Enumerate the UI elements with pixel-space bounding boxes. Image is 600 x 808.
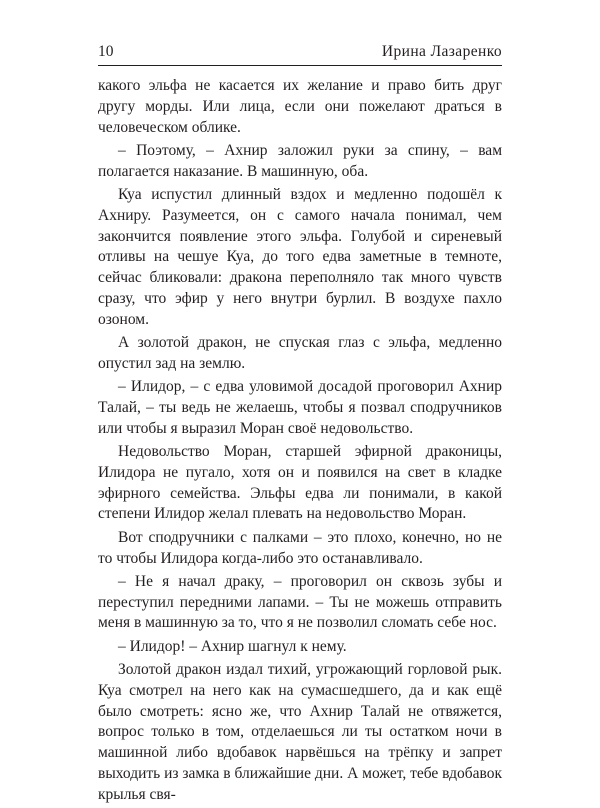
- paragraph: – Илидор! – Ахнир шагнул к нему.: [118, 637, 347, 655]
- paragraph: Недовольство Моран, старшей эфирной драконицы, Илидора не пугало, хотя он и появился на свет в кладке эфирного семейства. Эльфы едва ли понимали, в какой степени Илидор желал плевать на недовольство Моран.: [98, 443, 502, 523]
- page-number: 10: [98, 43, 114, 60]
- text-body: [98, 76, 502, 808]
- paragraph: Вот сподручники с палками – это плохо, конечно, но не то чтобы Илидора когда-либо это останавливало.: [98, 528, 502, 567]
- page-header: [98, 42, 502, 66]
- paragraph: – Не я начал драку, – проговорил он сквозь зубы и переступил передними лапами. – Ты не можешь отправить меня в машинную за то, что я не позволил сломать себе нос.: [98, 572, 502, 632]
- paragraph: какого эльфа не касается их желание и право бить друг другу морды. Или лица, если они пожелают драться в человеческом облике.: [98, 77, 502, 136]
- paragraph: Золотой дракон издал тихий, угрожающий горловой рык. Куа смотрел на него как на сумасшедшего, да и как ещё было смотреть: ясно же, что Ахнир Талай не отвяжется, вопрос только в том, отделаешься ли ты остатком ночи в машинной либо вдобавок нарвёшься на трёпку и запрет выходить из замка в ближайшие дни. А может, тебе вдобавок крылья свя-: [98, 661, 502, 803]
- paragraph: А золотой дракон, не спуская глаз с эльфа, медленно опустил зад на землю.: [98, 334, 502, 372]
- running-head-author: Ирина Лазаренко: [381, 43, 502, 60]
- paragraph: – Илидор, – с едва уловимой досадой проговорил Ахнир Талай, – ты ведь не желаешь, чтобы я позвал сподручников или чтобы я выразил Моран своё недовольство.: [98, 378, 502, 437]
- header-rule: [98, 65, 502, 66]
- paragraph: Куа испустил длинный вздох и медленно подошёл к Ахниру. Разумеется, он с самого начала понимал, чем закончится появление этого эльфа. Голубой и сиреневый отливы на чешуе Куа, до того едва заметные в темноте, сейчас бликовали: дракона переполняло так много чувств сразу, что эфир у него внутри бурлил. В воздухе пахло озоном.: [98, 185, 502, 328]
- paragraph: – Поэтому, – Ахнир заложил руки за спину, – вам полагается наказание. В машинную, оба.: [98, 141, 502, 180]
